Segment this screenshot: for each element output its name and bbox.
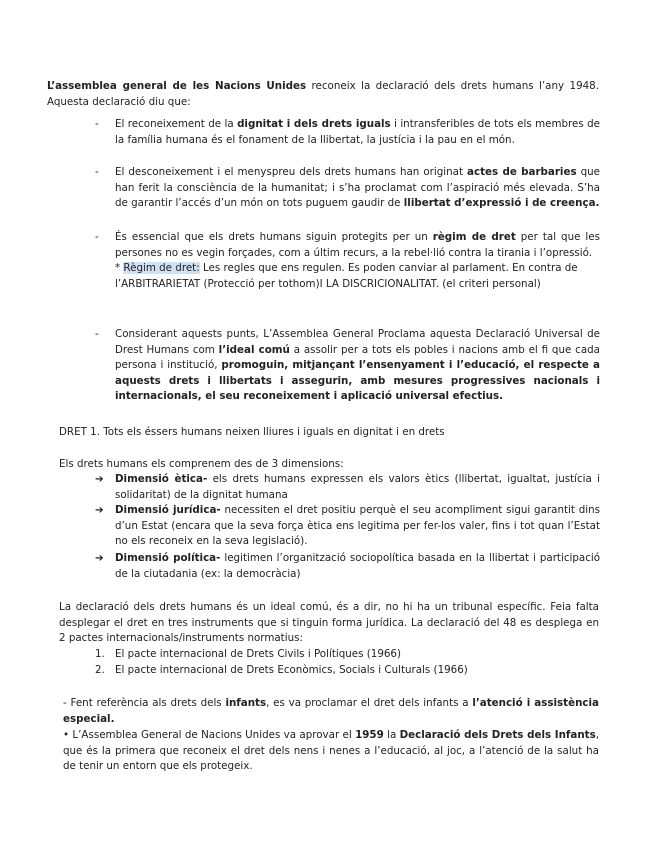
- dimension-text: [115, 503, 600, 550]
- pact-text: El pacte internacional de Drets Econòmics, Socials i Culturals (1966): [115, 664, 468, 676]
- bullet-marker: -: [95, 166, 99, 178]
- dimension-desc: els drets humans expressen els valors ètics (llibertat, igualtat, justícia i solidaritat) de la dignitat humana: [115, 473, 601, 501]
- bullet-marker: -: [95, 231, 99, 243]
- arrow-icon: ➔: [95, 552, 104, 564]
- dimension-text: [115, 472, 600, 503]
- note-text: Les regles que ens regulen. Es poden canviar al parlament. En contra de l’ARBITRARIETAT (Protecció per tothom)I LA DISCRICIONALITAT. (el criteri personal): [115, 262, 578, 290]
- bullet-text-part: a assolir per a tots els pobles i nacions amb el fi que cada persona i institució,: [115, 343, 600, 371]
- highlighted-term: Règim de dret:: [123, 262, 200, 274]
- children-bold: l’atenció i assistència especial.: [63, 697, 599, 725]
- children-text: la: [383, 729, 400, 741]
- intro-paragraph: [47, 79, 599, 110]
- dimension-desc: necessiten el dret positiu perquè el seu acompliment sigui garantit dins d’un Estat (encara que la seva força ètica ens legitima per fer-los valer, fins i tot quan l’Estat no els reconeix en la seva legislació).: [115, 504, 600, 547]
- bullet-text-part: Considerant aquests punts, L’Assemblea General Proclama aquesta Declaració Universal de Drest Humans com: [115, 328, 600, 356]
- bullet-barbarism: [95, 165, 600, 212]
- article-1: DRET 1. Tots els éssers humans neixen lliures i iguals en dignitat i en drets: [59, 426, 445, 438]
- pact-item: [95, 663, 600, 679]
- bullet-bold: llibertat d’expressió i de creença.: [403, 197, 600, 209]
- pact-number: 1.: [95, 648, 105, 660]
- children-bold: 1959: [355, 729, 384, 741]
- bullet-text-part: El desconeixement i el menyspreu dels drets humans han originat: [115, 166, 468, 178]
- bullet-text: [115, 327, 600, 405]
- bullet-dignity: [95, 117, 600, 148]
- dimension-text: [115, 551, 600, 582]
- bullet-text-part: i intransferibles de tots els membres de la família humana és el fonament de la llibertat, la justícia i la pau en el món.: [115, 118, 600, 146]
- bullet-bold: promoguin, mitjançant l’ensenyament i l’educació, el respecte a aquests drets i llibertats i assegurin, amb mesures progressives nacionals i internacionals, el seu reconeixement i aplicació universal efectius.: [115, 359, 601, 402]
- note-star: *: [115, 262, 124, 274]
- dimension-title: Dimensió ètica-: [115, 473, 208, 485]
- children-text: - Fent referència als drets dels: [63, 697, 226, 709]
- dimensions-heading: Els drets humans els comprenem des de 3 dimensions:: [59, 458, 344, 470]
- bullet-text: [115, 165, 600, 212]
- bullet-ideal: [95, 327, 600, 405]
- children-text: , es va proclamar el dret dels infants a: [266, 697, 473, 709]
- children-rights-note: [63, 696, 599, 727]
- bullet-marker: -: [95, 118, 99, 130]
- children-text: • L’Assemblea General de Nacions Unides va aprovar el: [63, 729, 356, 741]
- children-declaration: [63, 728, 599, 775]
- arrow-icon: ➔: [95, 504, 104, 516]
- intro-text: reconeix la declaració dels drets humans l’any 1948. Aquesta declaració diu que:: [47, 80, 599, 108]
- bullet-bold: actes de barbaries: [467, 166, 577, 178]
- intro-bold: L’assemblea general de les Nacions Unides: [47, 80, 307, 92]
- dimension-political: [95, 551, 600, 582]
- bullet-rule-of-law: [95, 230, 600, 292]
- bullet-bold: règim de dret: [432, 231, 516, 243]
- dimension-ethical: [95, 472, 600, 503]
- dimension-desc: legitimen l’organització sociopolítica basada en la llibertat i participació de la ciutadania (ex: la democràcia): [115, 552, 601, 580]
- bullet-text-part: És essencial que els drets humans siguin protegits per un: [115, 231, 433, 243]
- bullet-text: [115, 117, 600, 148]
- dimension-title: Dimensió política-: [115, 552, 221, 564]
- children-text: , que és la primera que reconeix el dret dels nens i nenes a l’educació, al joc, a l’atenció de la salut ha de tenir un entorn que els protegeix.: [63, 729, 600, 772]
- dimension-title: Dimensió jurídica-: [115, 504, 221, 516]
- pact-number: 2.: [95, 664, 105, 676]
- ideal-paragraph: La declaració dels drets humans és un ideal comú, és a dir, no hi ha un tribunal específic. Feia falta desplegar el dret en tres instruments que si tinguin forma jurídica. La declaració del 48 es desplega en 2 pactes internacionals/instruments normatius:: [59, 601, 599, 644]
- bullet-text: [115, 230, 600, 261]
- arrow-icon: ➔: [95, 473, 104, 485]
- bullet-text-part: que han ferit la consciència de la humanitat; i s’ha proclamat com l’aspiració més elevada. S’ha de garantir l’accés d’un món on tots puguem gaudir de: [115, 166, 600, 209]
- bullet-bold: l’ideal comú: [218, 343, 290, 356]
- bullet-marker: -: [95, 328, 99, 340]
- bullet-text-part: per tal que les persones no es vegin forçades, com a últim recurs, a la rebel·lió contra la tirania i l’opressió.: [115, 231, 600, 259]
- rule-of-law-note: [115, 261, 600, 292]
- bullet-text-part: El reconeixement de la: [115, 118, 238, 130]
- dimension-legal: [95, 503, 600, 550]
- children-bold: Declaració dels Drets dels Infants: [399, 729, 596, 741]
- bullet-bold: dignitat i dels drets iguals: [237, 118, 391, 130]
- children-bold: infants: [225, 697, 267, 709]
- pact-text: El pacte internacional de Drets Civils i Polítiques (1966): [115, 648, 401, 660]
- pact-item: [95, 647, 600, 663]
